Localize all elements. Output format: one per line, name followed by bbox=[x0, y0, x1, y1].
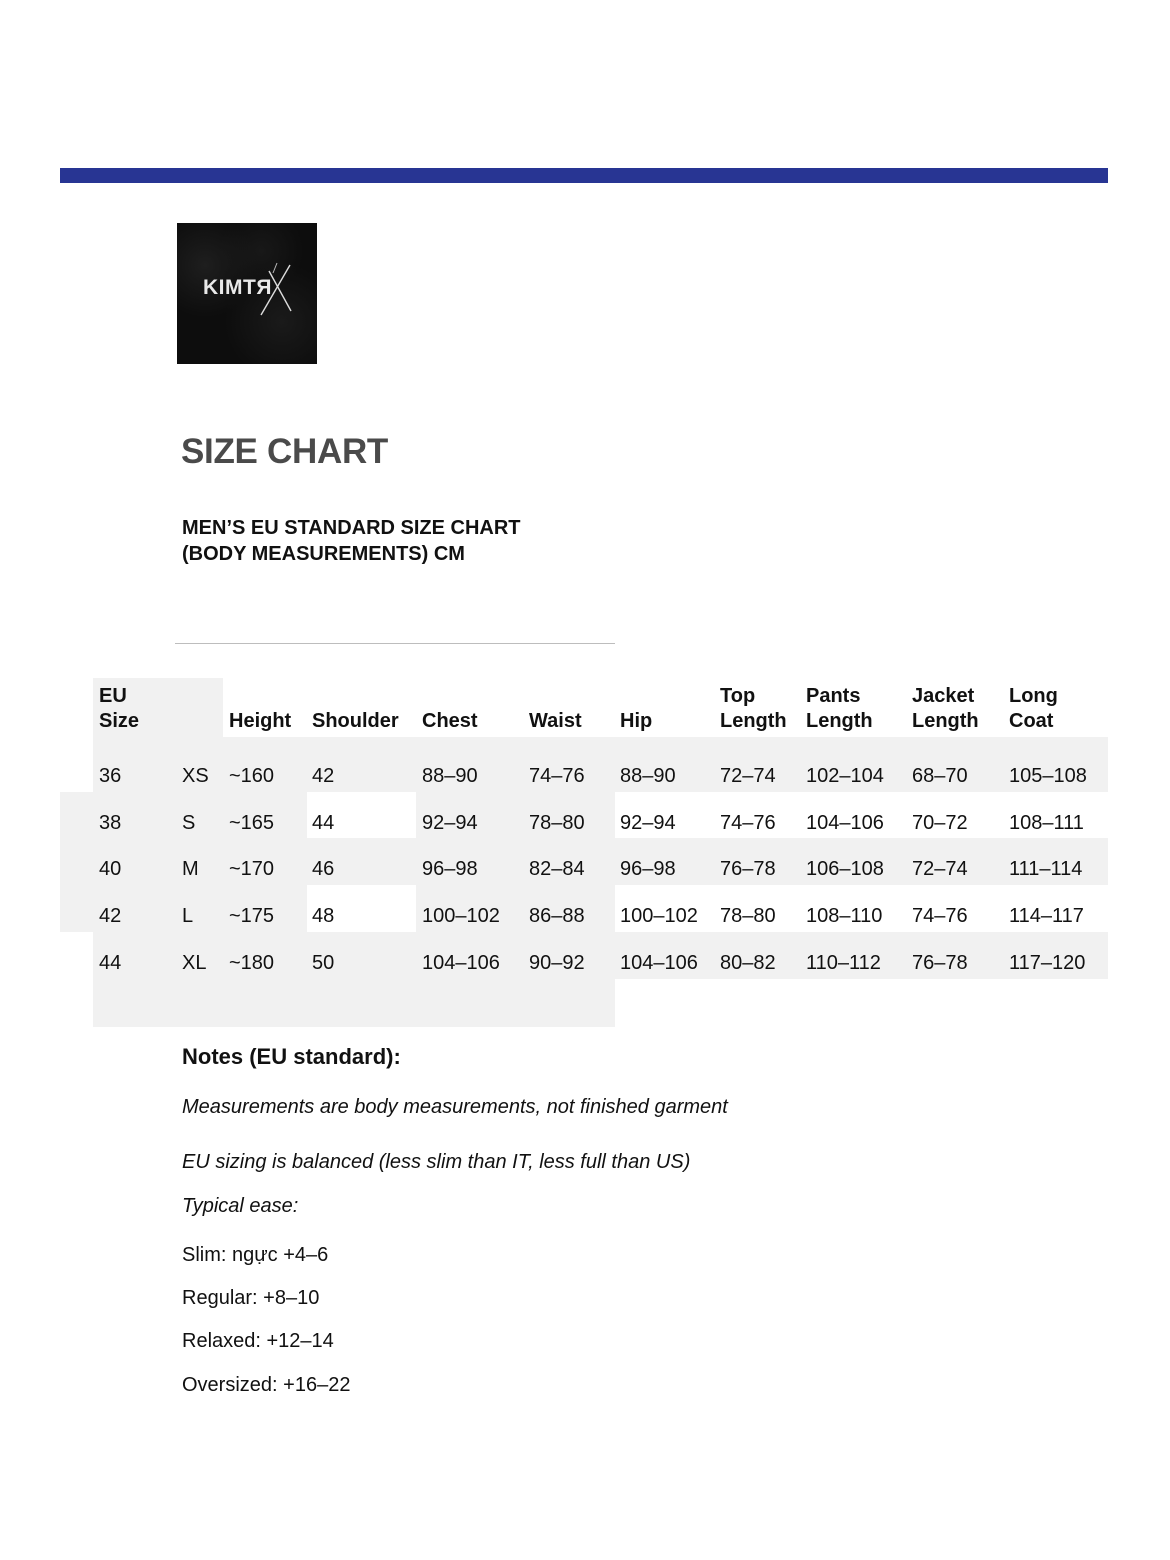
column-header-jacket-length: Jacket bbox=[912, 685, 975, 707]
table-cell-top-length: 72–74 bbox=[720, 765, 776, 787]
table-cell-letter: S bbox=[182, 812, 196, 834]
table-cell-hip: 88–90 bbox=[620, 765, 676, 787]
table-cell-shoulder: 50 bbox=[312, 952, 335, 974]
table-cell-chest: 104–106 bbox=[422, 952, 500, 974]
table-row-shading bbox=[93, 979, 615, 1027]
table-cell-letter: XL bbox=[182, 952, 207, 974]
table-cell-shoulder: 48 bbox=[312, 905, 335, 927]
table-cell-jacket-length: 76–78 bbox=[912, 952, 968, 974]
column-header-pants-length: Length bbox=[806, 710, 873, 732]
table-cell-top-length: 78–80 bbox=[720, 905, 776, 927]
table-cell-top-length: 74–76 bbox=[720, 812, 776, 834]
table-cell-height: ~180 bbox=[229, 952, 275, 974]
table-cell-shoulder: 42 bbox=[312, 765, 335, 787]
section-divider bbox=[175, 643, 615, 644]
table-cell-hip: 96–98 bbox=[620, 858, 676, 880]
table-cell-waist: 78–80 bbox=[529, 812, 585, 834]
column-header-eu-size: Size bbox=[99, 710, 140, 732]
table-cell-letter: L bbox=[182, 905, 194, 927]
note-measurements: Measurements are body measurements, not finished garment bbox=[182, 1096, 728, 1118]
logo-wordmark: KIMTЯ bbox=[203, 276, 272, 299]
table-cell-pants-length: 104–106 bbox=[806, 812, 884, 834]
table-cell-long-coat: 111–114 bbox=[1009, 858, 1083, 880]
table-cell-jacket-length: 72–74 bbox=[912, 858, 968, 880]
ease-relaxed: Relaxed: +12–14 bbox=[182, 1330, 334, 1352]
table-cell-eu-size: 44 bbox=[99, 952, 122, 974]
chart-subtitle bbox=[182, 515, 521, 567]
note-typical-ease: Typical ease: bbox=[182, 1195, 299, 1217]
column-header-long-coat: Coat bbox=[1009, 710, 1054, 732]
table-cell-hip: 100–102 bbox=[620, 905, 698, 927]
column-header-pants-length: Pants bbox=[806, 685, 861, 707]
column-header-jacket-length: Length bbox=[912, 710, 979, 732]
table-cell-long-coat: 117–120 bbox=[1009, 952, 1086, 974]
column-header-chest: Chest bbox=[422, 710, 478, 732]
table-cell-jacket-length: 70–72 bbox=[912, 812, 968, 834]
table-cell-hip: 104–106 bbox=[620, 952, 698, 974]
table-cell-chest: 96–98 bbox=[422, 858, 478, 880]
subtitle-line-2: (BODY MEASUREMENTS) CM bbox=[182, 543, 465, 565]
table-cell-height: ~165 bbox=[229, 812, 275, 834]
table-cell-eu-size: 38 bbox=[99, 812, 122, 834]
column-header-long-coat: Long bbox=[1009, 685, 1058, 707]
table-cell-letter: XS bbox=[182, 765, 209, 787]
table-cell-pants-length: 108–110 bbox=[806, 905, 883, 927]
table-cell-jacket-length: 68–70 bbox=[912, 765, 968, 787]
table-cell-top-length: 76–78 bbox=[720, 858, 776, 880]
table-cell-long-coat: 108–111 bbox=[1009, 812, 1084, 834]
table-cell-chest: 100–102 bbox=[422, 905, 500, 927]
table-cell-height: ~170 bbox=[229, 858, 275, 880]
table-cell-shoulder: 44 bbox=[312, 812, 335, 834]
column-header-hip: Hip bbox=[620, 710, 653, 732]
column-header-top-length: Length bbox=[720, 710, 787, 732]
table-cell-eu-size: 40 bbox=[99, 858, 122, 880]
table-cell-waist: 82–84 bbox=[529, 858, 585, 880]
table-cell-top-length: 80–82 bbox=[720, 952, 776, 974]
column-header-shoulder: Shoulder bbox=[312, 710, 399, 732]
table-cell-long-coat: 114–117 bbox=[1009, 905, 1084, 927]
table-cell-pants-length: 102–104 bbox=[806, 765, 884, 787]
note-eu-sizing: EU sizing is balanced (less slim than IT, less full than US) bbox=[182, 1151, 691, 1173]
table-cell-hip: 92–94 bbox=[620, 812, 676, 834]
table-cell-waist: 74–76 bbox=[529, 765, 585, 787]
brand-accent-bar bbox=[60, 168, 1108, 183]
ease-oversized: Oversized: +16–22 bbox=[182, 1374, 351, 1396]
table-cell-pants-length: 110–112 bbox=[806, 952, 881, 974]
brand-logo bbox=[177, 223, 317, 364]
column-header-top-length: Top bbox=[720, 685, 756, 707]
table-cell-height: ~160 bbox=[229, 765, 275, 787]
table-cell-eu-size: 42 bbox=[99, 905, 122, 927]
table-cell-eu-size: 36 bbox=[99, 765, 122, 787]
table-cell-chest: 88–90 bbox=[422, 765, 478, 787]
table-cell-jacket-length: 74–76 bbox=[912, 905, 968, 927]
table-cell-height: ~175 bbox=[229, 905, 275, 927]
column-header-height: Height bbox=[229, 710, 292, 732]
table-cell-chest: 92–94 bbox=[422, 812, 478, 834]
column-header-eu-size: EU bbox=[99, 685, 127, 707]
table-cell-waist: 86–88 bbox=[529, 905, 585, 927]
column-header-waist: Waist bbox=[529, 710, 582, 732]
notes-title: Notes (EU standard): bbox=[182, 1044, 401, 1069]
table-cell-waist: 90–92 bbox=[529, 952, 585, 974]
table-cell-pants-length: 106–108 bbox=[806, 858, 884, 880]
page-title: SIZE CHART bbox=[181, 432, 389, 471]
table-cell-letter: M bbox=[182, 858, 199, 880]
ease-slim: Slim: ngực +4–6 bbox=[182, 1244, 329, 1266]
subtitle-line-1: MEN’S EU STANDARD SIZE CHART bbox=[182, 517, 521, 539]
ease-regular: Regular: +8–10 bbox=[182, 1287, 320, 1309]
table-cell-long-coat: 105–108 bbox=[1009, 765, 1087, 787]
table-cell-shoulder: 46 bbox=[312, 858, 335, 880]
